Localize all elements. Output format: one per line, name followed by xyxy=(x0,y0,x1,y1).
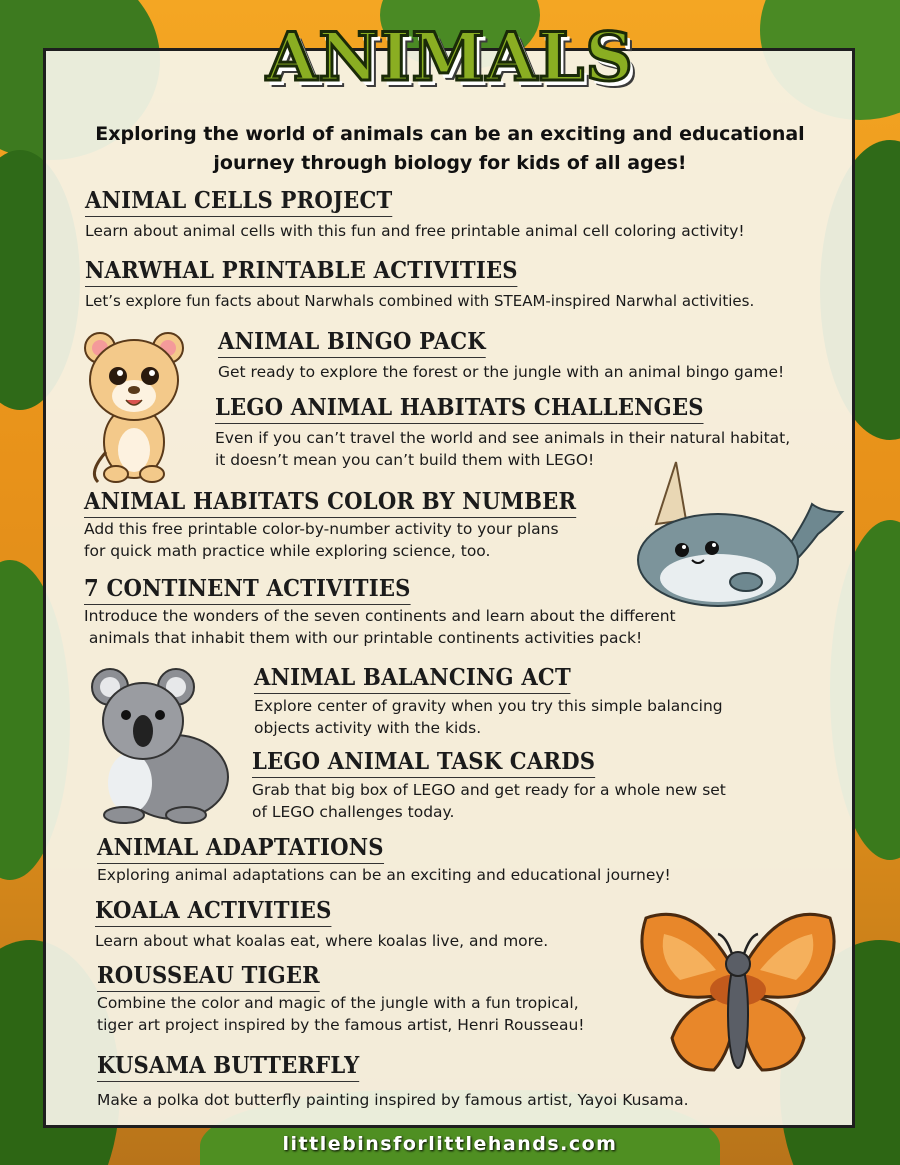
item-text: objects activity with the kids. xyxy=(254,719,482,737)
item-narwhal[interactable] xyxy=(85,257,754,312)
item-text: Grab that big box of LEGO and get ready for a whole new set xyxy=(252,781,726,799)
item-text: Add this free printable color-by-number activity to your plans xyxy=(84,520,559,538)
item-text: for quick math practice while exploring science, too. xyxy=(84,542,491,560)
item-heading[interactable]: ANIMAL HABITATS COLOR BY NUMBER xyxy=(84,488,576,518)
item-heading[interactable]: LEGO ANIMAL HABITATS CHALLENGES xyxy=(215,394,704,424)
item-heading[interactable]: ANIMAL BALANCING ACT xyxy=(254,664,571,694)
item-continents[interactable] xyxy=(84,575,676,649)
item-lego-task-cards[interactable] xyxy=(252,748,726,823)
item-text: it doesn’t mean you can’t build them with LEGO! xyxy=(215,451,595,469)
item-text: Introduce the wonders of the seven continents and learn about the different xyxy=(84,607,676,625)
butterfly-icon xyxy=(636,910,840,1078)
item-text: Explore center of gravity when you try this simple balancing xyxy=(254,697,723,715)
footer-website[interactable]: littlebinsforlittlehands.com xyxy=(282,1133,618,1155)
item-heading[interactable]: KUSAMA BUTTERFLY xyxy=(97,1052,359,1082)
item-heading[interactable]: NARWHAL PRINTABLE ACTIVITIES xyxy=(85,257,518,287)
item-text: animals that inhabit them with our printable continents activities pack! xyxy=(84,629,643,647)
item-heading[interactable]: LEGO ANIMAL TASK CARDS xyxy=(252,748,595,778)
item-text: Combine the color and magic of the jungle with a fun tropical, xyxy=(97,994,579,1012)
item-animal-cells[interactable] xyxy=(85,187,745,242)
item-text: Make a polka dot butterfly painting inspired by famous artist, Yayoi Kusama. xyxy=(97,1091,689,1109)
item-text: Let’s explore fun facts about Narwhals combined with STEAM-inspired Narwhal activities. xyxy=(85,292,755,310)
item-text: Get ready to explore the forest or the jungle with an animal bingo game! xyxy=(218,363,785,381)
item-animal-bingo[interactable] xyxy=(218,328,784,383)
item-heading[interactable]: ANIMAL CELLS PROJECT xyxy=(85,187,392,217)
page-title: ANIMALS xyxy=(266,18,634,96)
item-text: Learn about what koalas eat, where koalas live, and more. xyxy=(95,932,549,950)
lion-cub-icon xyxy=(78,322,190,484)
item-text: tiger art project inspired by the famous artist, Henri Rousseau! xyxy=(97,1016,585,1034)
intro-text: Exploring the world of animals can be an exciting and educational journey through biology for kids of all ages! xyxy=(95,123,805,174)
item-heading[interactable]: ANIMAL BINGO PACK xyxy=(218,328,486,358)
koala-icon xyxy=(90,665,240,825)
item-heading[interactable]: ROUSSEAU TIGER xyxy=(97,962,320,992)
item-heading[interactable]: KOALA ACTIVITIES xyxy=(95,897,332,927)
item-text: Exploring animal adaptations can be an exciting and educational journey! xyxy=(97,866,671,884)
item-balancing-act[interactable] xyxy=(254,664,723,739)
item-adaptations[interactable] xyxy=(97,834,671,886)
item-heading[interactable]: ANIMAL ADAPTATIONS xyxy=(97,834,384,864)
narwhal-icon xyxy=(636,460,846,610)
item-rousseau-tiger[interactable] xyxy=(97,962,585,1036)
item-koala[interactable] xyxy=(95,897,548,952)
item-text: Even if you can’t travel the world and see animals in their natural habitat, xyxy=(215,429,791,447)
item-text: of LEGO challenges today. xyxy=(252,803,455,821)
item-kusama-butterfly[interactable] xyxy=(97,1052,689,1111)
item-heading[interactable]: 7 CONTINENT ACTIVITIES xyxy=(84,575,411,605)
item-text: Learn about animal cells with this fun and free printable animal cell coloring activity! xyxy=(85,222,745,240)
item-color-by-number[interactable] xyxy=(84,488,619,562)
